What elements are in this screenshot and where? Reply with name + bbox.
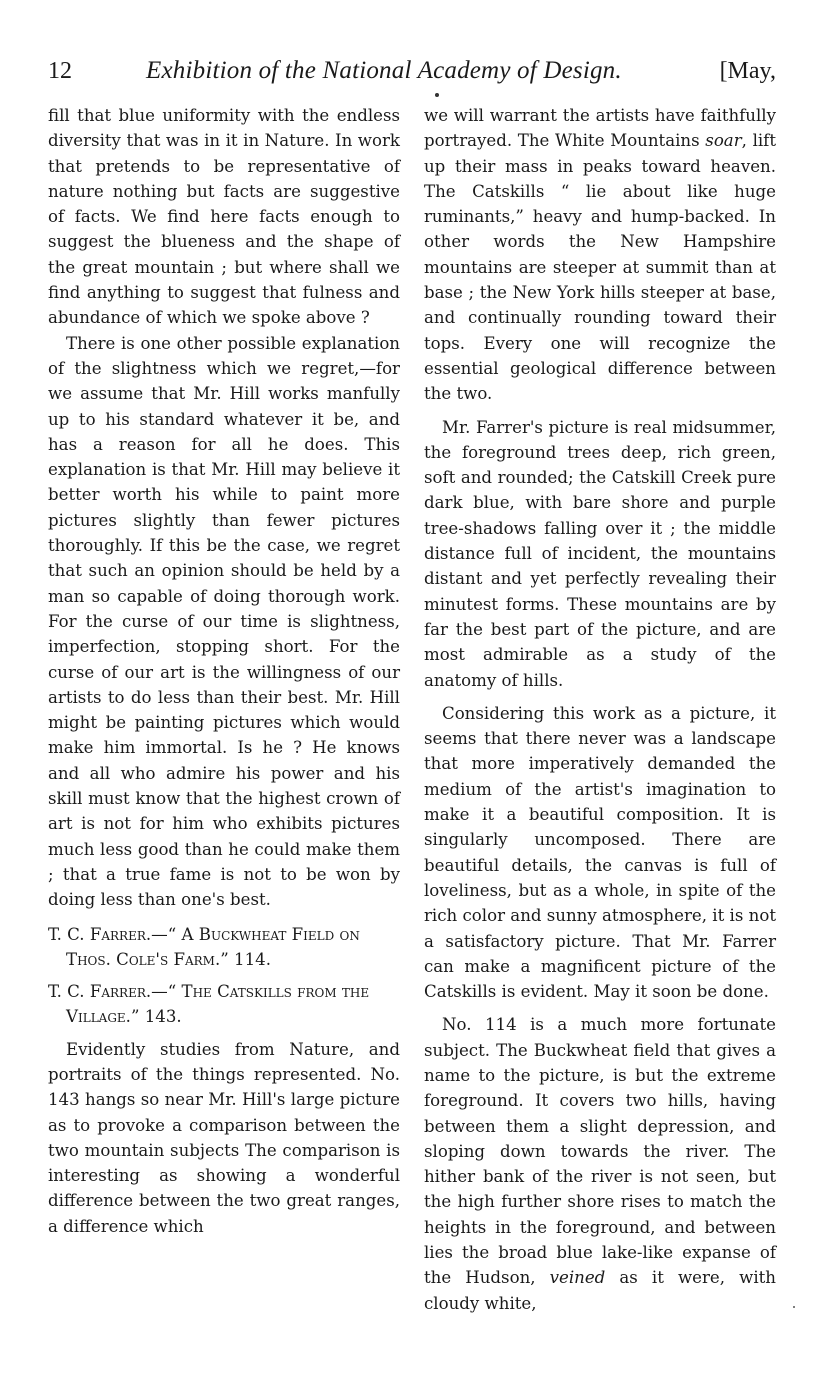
- text-run: as it were, with cloudy white,: [424, 1268, 776, 1313]
- text-run: , lift up their mass in peaks toward heaven. The Catskills “ lie about like huge ruminants,” heavy and hump-backed. In other words the New Hampshire mountains are steeper at summit than at base ; the New York hills steeper at base, and continually rounding toward their tops. Every one will recognize the essential geological difference between the two.: [424, 131, 776, 404]
- left-paragraph-2: There is one other possible explanation of the slightness which we regret,—for we assume that Mr. Hill works manfully up to his standard whatever it be, and has a reason for all he does. This explanation is that Mr. Hill may believe it better worth his while to paint more pictures slightly than fewer pictures thoroughly. If this be the case, we regret that such an opinion should be held by a man so capable of doing thorough work. For the curse of our time is slightness, imperfection, stopping short. For the curse of our art is the willingness of our artists to do less than their best. Mr. Hill might be painting pictures which would make him immortal. Is he ? He knows and all who admire his power and his skill must know that the highest crown of art is not for him who exhibits pictures much less good than he could make them ; that a true fame is not to be won by doing less than one's best.: [48, 333, 400, 910]
- emphasis-soar: soar: [705, 131, 742, 151]
- text-run: we will warrant the artists have faithfully portrayed. The White Mountains: [424, 106, 776, 151]
- entry-dash: —: [151, 982, 168, 1002]
- left-paragraph-1: fill that blue uniformity with the endless diversity that was in it in Nature. In work that pretends to be representative of nature nothing but facts are suggestive of facts. We find here facts enough to suggest the blueness and the shape of the great mountain ; but where shall we find anything to suggest that fulness and abundance of which we spoke above ?: [48, 106, 400, 328]
- left-column: [48, 103, 400, 1239]
- entry-number: 114.: [234, 949, 271, 969]
- entry-artist: T. C. Farrer.: [48, 982, 152, 1002]
- entry-work-title: “ The Catskills from the Village.”: [66, 982, 370, 1027]
- entry-artist: T. C. Farrer.: [48, 924, 152, 944]
- catalog-entry-114: [48, 922, 400, 973]
- right-paragraph-2: Mr. Farrer's picture is real midsummer, the foreground trees deep, rich green, soft and rounded; the Catskill Creek pure dark blue, with bare shore and purple tree-shadows falling over it ; the middle distance full of incident, the mountains distant and yet perfectly revealing their minutest forms. These mountains are by far the best part of the picture, and are most admirable as a study of the anatomy of hills.: [424, 417, 776, 690]
- running-title: Exhibition of the National Academy of Design.: [146, 57, 622, 84]
- right-paragraph-3: Considering this work as a picture, it seems that there never was a landscape that more imperatively demanded the medium of the artist's imagination to make it a beautiful composition. It is singularly uncomposed. There are beautiful details, the canvas is full of loveliness, but as a whole, in spite of the rich color and sunny atmosphere, it is not a satisfactory picture. That Mr. Farrer can make a magnificent picture of the Catskills is evident. May it soon be done.: [424, 703, 776, 1002]
- right-paragraph-4: [424, 1012, 776, 1316]
- page-number: 12: [48, 58, 72, 84]
- right-paragraph-1: [424, 103, 776, 407]
- emphasis-veined: veined: [549, 1268, 606, 1288]
- entry-number: 143.: [144, 1007, 182, 1027]
- printing-mark: [435, 93, 439, 97]
- catalog-entry-143: [48, 979, 400, 1030]
- text-run: No. 114 is a much more fortunate subject. The Buckwheat field that gives a name to the picture, is but the extreme foreground. It covers two hills, having between them a slight depression, and sloping down towards the river. The hither bank of the river is not seen, but the high further shore rises to match the heights in the foreground, and between lies the broad blue lake-like expanse of the Hudson,: [424, 1015, 776, 1288]
- right-column: [424, 103, 776, 1316]
- issue-month: [May,: [719, 58, 776, 84]
- entry-dash: —: [151, 924, 168, 944]
- printing-speck: [793, 1306, 795, 1308]
- left-paragraph-3: Evidently studies from Nature, and portraits of the things represented. No. 143 hangs so near Mr. Hill's large picture as to provoke a comparison between the two mountain subjects The comparison is interesting as showing a wonderful difference between the two great ranges, a difference which: [48, 1039, 400, 1236]
- entry-work-title: “ A Buckwheat Field on Thos. Cole's Farm.”: [66, 924, 360, 969]
- running-header: [48, 54, 776, 88]
